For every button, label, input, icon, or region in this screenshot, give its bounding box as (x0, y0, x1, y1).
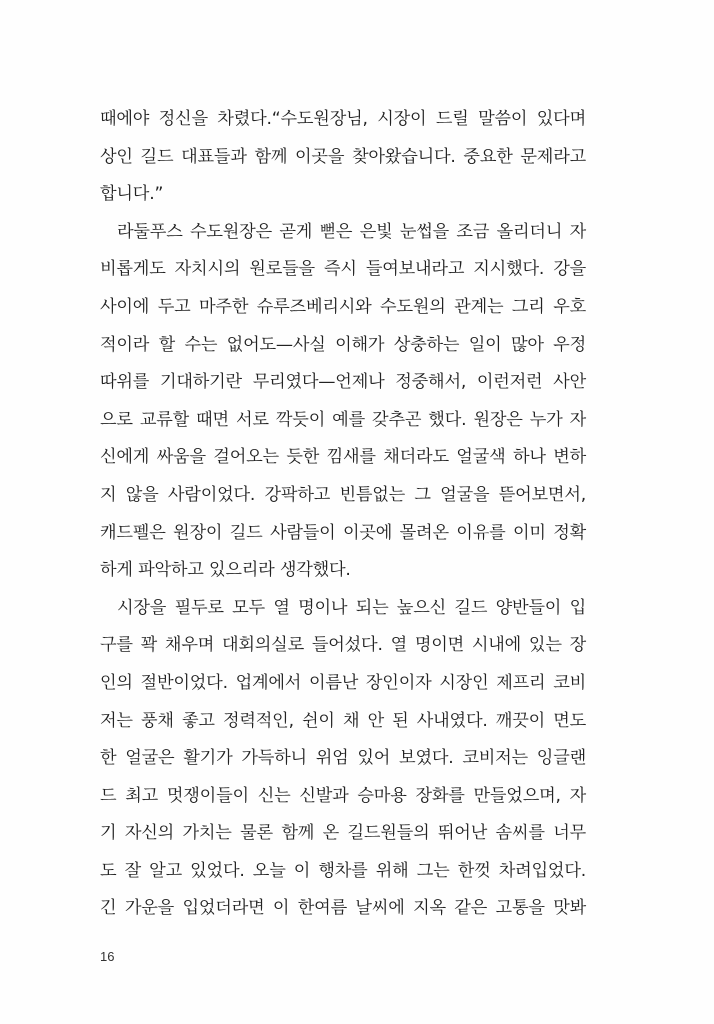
text-line: 신에게 싸움을 걸어오는 듯한 낌새를 채더라도 얼굴색 하나 변하 (100, 447, 586, 468)
text-line: 기 자신의 가치는 물론 함께 온 길드원들의 뛰어난 솜씨를 너무 (100, 823, 586, 844)
text-line: 때에야 정신을 차렸다.“수도원장님, 시장이 드릴 말씀이 있다며 (100, 109, 586, 129)
text-line: 한 얼굴은 활기가 가득하니 위엄 있어 보였다. 코비저는 잉글랜 (100, 748, 586, 769)
text-line: 저는 풍채 좋고 정력적인, 쉰이 채 안 된 사내였다. 깨끗이 면도 (100, 710, 586, 731)
paragraph-start-line: 시장을 필두로 모두 열 명이나 되는 높으신 길드 양반들이 입 (117, 597, 586, 618)
text-line: 드 최고 멋쟁이들이 신는 신발과 승마용 장화를 만들었으며, 자 (100, 785, 586, 806)
text-line: 상인 길드 대표들과 함께 이곳을 찾아왔습니다. 중요한 문제라고 (100, 146, 586, 167)
text-line: 지 않을 사람이었다. 강팍하고 빈틈없는 그 얼굴을 뜯어보면서, (100, 484, 586, 505)
text-line: 도 잘 알고 있었다. 오늘 이 행차를 위해 그는 한껏 차려입었다. (100, 860, 586, 881)
text-line: 사이에 두고 마주한 슈루즈베리시와 수도원의 관계는 그리 우호 (100, 296, 586, 317)
text-line: 적이라 할 수는 없어도—사실 이해가 상충하는 일이 많아 우정 (100, 334, 586, 355)
text-line: 따위를 기대하기란 무리였다—언제나 정중해서, 이런저런 사안 (100, 372, 586, 393)
text-line: 캐드펠은 원장이 길드 사람들이 이곳에 몰려온 이유를 이미 정확 (100, 522, 586, 543)
text-line: 긴 가운을 입었더라면 이 한여름 날씨에 지옥 같은 고통을 맛봐 (100, 898, 586, 919)
text-line: 비롭게도 자치시의 원로들을 즉시 들여보내라고 지시했다. 강을 (100, 259, 586, 280)
text-line: 인의 절반이었다. 업계에서 이름난 장인이자 시장인 제프리 코비 (100, 672, 586, 693)
text-line: 하게 파악하고 있으리라 생각했다. (100, 560, 351, 581)
paragraph-start-line: 라둘푸스 수도원장은 곧게 뻗은 은빛 눈썹을 조금 올리더니 자 (117, 221, 586, 242)
text-line: 구를 꽉 채우며 대회의실로 들어섰다. 열 명이면 시내에 있는 장 (100, 635, 586, 656)
text-line: 합니다.” (100, 184, 164, 205)
text-line: 으로 교류할 때면 서로 깍듯이 예를 갖추곤 했다. 원장은 누가 자 (100, 409, 586, 430)
body-text (100, 101, 586, 928)
page-number: 16 (100, 949, 115, 964)
